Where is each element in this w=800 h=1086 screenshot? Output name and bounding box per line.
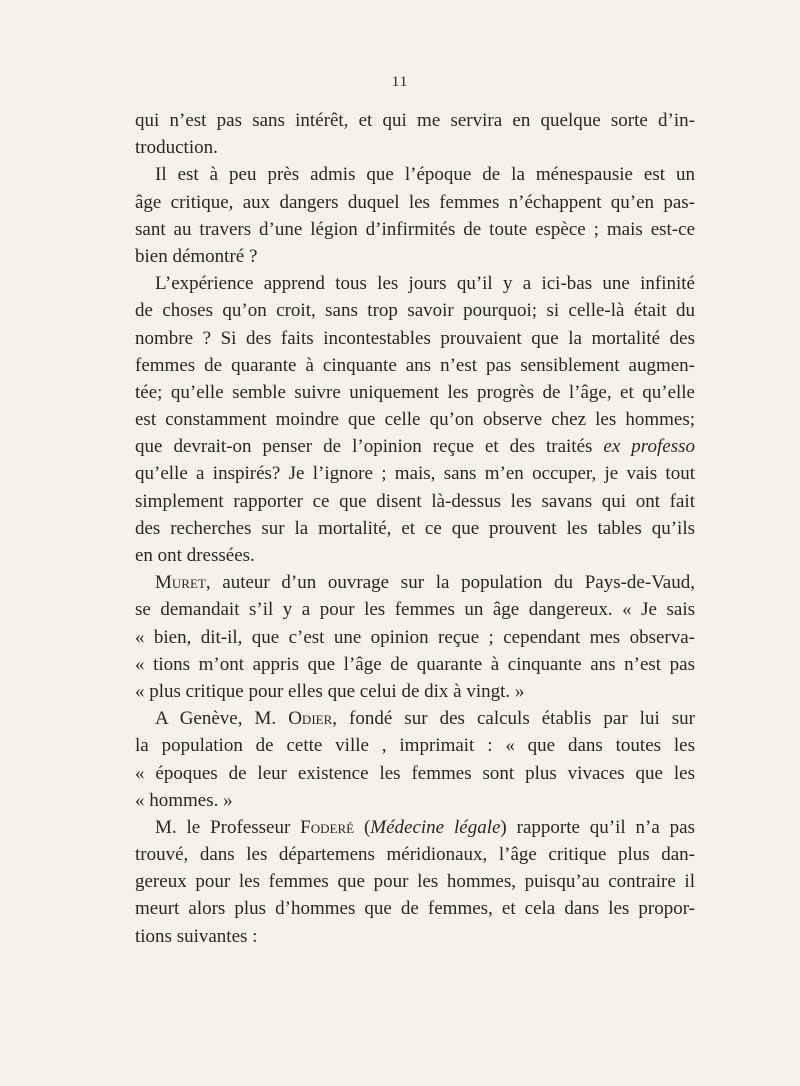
text-segment: bien démontré ? (135, 245, 258, 267)
text-segment: L’expérience apprend tous les jours qu’il y a ici-bas une infinité (155, 273, 695, 295)
text-line (135, 297, 695, 324)
text-segment: « hommes. » (135, 789, 233, 811)
text-segment: simplement rapporter ce que disent là-dessus les savans qui ont fait (135, 490, 695, 512)
text-segment: « plus critique pour elles que celui de dix à vingt. » (135, 680, 525, 702)
text-line (135, 895, 695, 922)
text-segment: qu’elle a inspirés? Je l’ignore ; mais, sans m’en occuper, je vais tout (135, 463, 695, 485)
author-name: Foderé (300, 816, 355, 838)
text-segment: , auteur d’un ouvrage sur la population du Pays-de-Vaud, (205, 572, 695, 594)
text-segment: ) rapporte qu’il n’a pas (500, 816, 695, 838)
text-segment: gereux pour les femmes que pour les hommes, puisqu’au contraire il (135, 871, 695, 893)
text-segment: sant au travers d’une légion d’infirmités de toute espèce ; mais est-ce (135, 218, 695, 240)
text-line (135, 161, 695, 188)
text-segment: qui n’est pas sans intérêt, et qui me servira en quelque sorte d’in- (135, 110, 695, 131)
text-segment: Il est à peu près admis que l’époque de la ménespausie est un (155, 164, 695, 186)
text-line (135, 787, 695, 814)
text-segment: ( (354, 816, 371, 838)
text-segment: « époques de leur existence les femmes sont plus vivaces que les (135, 762, 695, 784)
text-segment: « bien, dit-il, que c’est une opinion reçue ; cependant mes observa- (135, 626, 695, 648)
text-segment: des recherches sur la mortalité, et ce que prouvent les tables qu’ils (135, 517, 695, 539)
text-segment: nombre ? Si des faits incontestables prouvaient que la mortalité des (135, 327, 695, 349)
author-name: Odier (288, 708, 333, 730)
text-segment: est constamment moindre que celle qu’on observe chez les hommes; (135, 409, 695, 431)
page-number: 11 (391, 74, 409, 90)
text-segment: femmes de quarante à cinquante ans n’est pas sensiblement augmen- (135, 354, 695, 376)
text-line (135, 243, 695, 270)
text-line (135, 433, 695, 460)
text-line (135, 624, 695, 651)
italic-text: Médecine légale (370, 816, 501, 838)
text-line (135, 569, 695, 596)
text-line (135, 379, 695, 406)
text-segment: trouvé, dans les départemens méridionaux, l’âge critique plus dan- (135, 844, 695, 866)
text-line (135, 923, 695, 950)
text-line (135, 134, 695, 161)
text-segment: de choses qu’on croit, sans trop savoir pourquoi; si celle-là était du (135, 300, 695, 322)
text-segment: tée; qu’elle semble suivre uniquement les progrès de l’âge, et qu’elle (135, 381, 695, 403)
text-line (135, 488, 695, 515)
text-segment: A Genève, M. (155, 708, 289, 730)
text-line (135, 216, 695, 243)
text-line (135, 678, 695, 705)
text-segment: que devrait-on penser de l’opinion reçue et des traités (135, 436, 604, 458)
text-line (135, 814, 695, 841)
text-line (135, 841, 695, 868)
text-line (135, 406, 695, 433)
text-segment: troduction. (135, 137, 218, 159)
text-line (135, 542, 695, 569)
text-line (135, 705, 695, 732)
text-line (135, 107, 695, 134)
text-line (135, 732, 695, 759)
text-segment: la population de cette ville , imprimait : « que dans toutes les (135, 735, 695, 757)
text-line (135, 352, 695, 379)
text-segment: tions suivantes : (135, 925, 258, 947)
text-segment: en ont dressées. (135, 545, 255, 566)
text-segment: se demandait s’il y a pour les femmes un âge dangereux. « Je sais (135, 599, 695, 621)
text-segment: , fondé sur des calculs établis par lui sur (332, 708, 695, 730)
text-line (135, 868, 695, 895)
text-segment: « tions m’ont appris que l’âge de quarante à cinquante ans n’est pas (135, 653, 695, 675)
text-segment: M. le Professeur (155, 816, 301, 838)
text-line (135, 760, 695, 787)
text-line (135, 651, 695, 678)
text-segment: meurt alors plus d’hommes que de femmes, et cela dans les propor- (135, 898, 695, 920)
italic-text: ex professo (603, 436, 695, 458)
text-line (135, 460, 695, 487)
text-segment: âge critique, aux dangers duquel les femmes n’échappent qu’en pas- (135, 191, 695, 213)
author-name: Muret (155, 572, 206, 594)
body-text (135, 107, 695, 950)
text-line (135, 596, 695, 623)
text-line (135, 515, 695, 542)
text-line (135, 189, 695, 216)
text-line (135, 270, 695, 297)
text-line (135, 325, 695, 352)
